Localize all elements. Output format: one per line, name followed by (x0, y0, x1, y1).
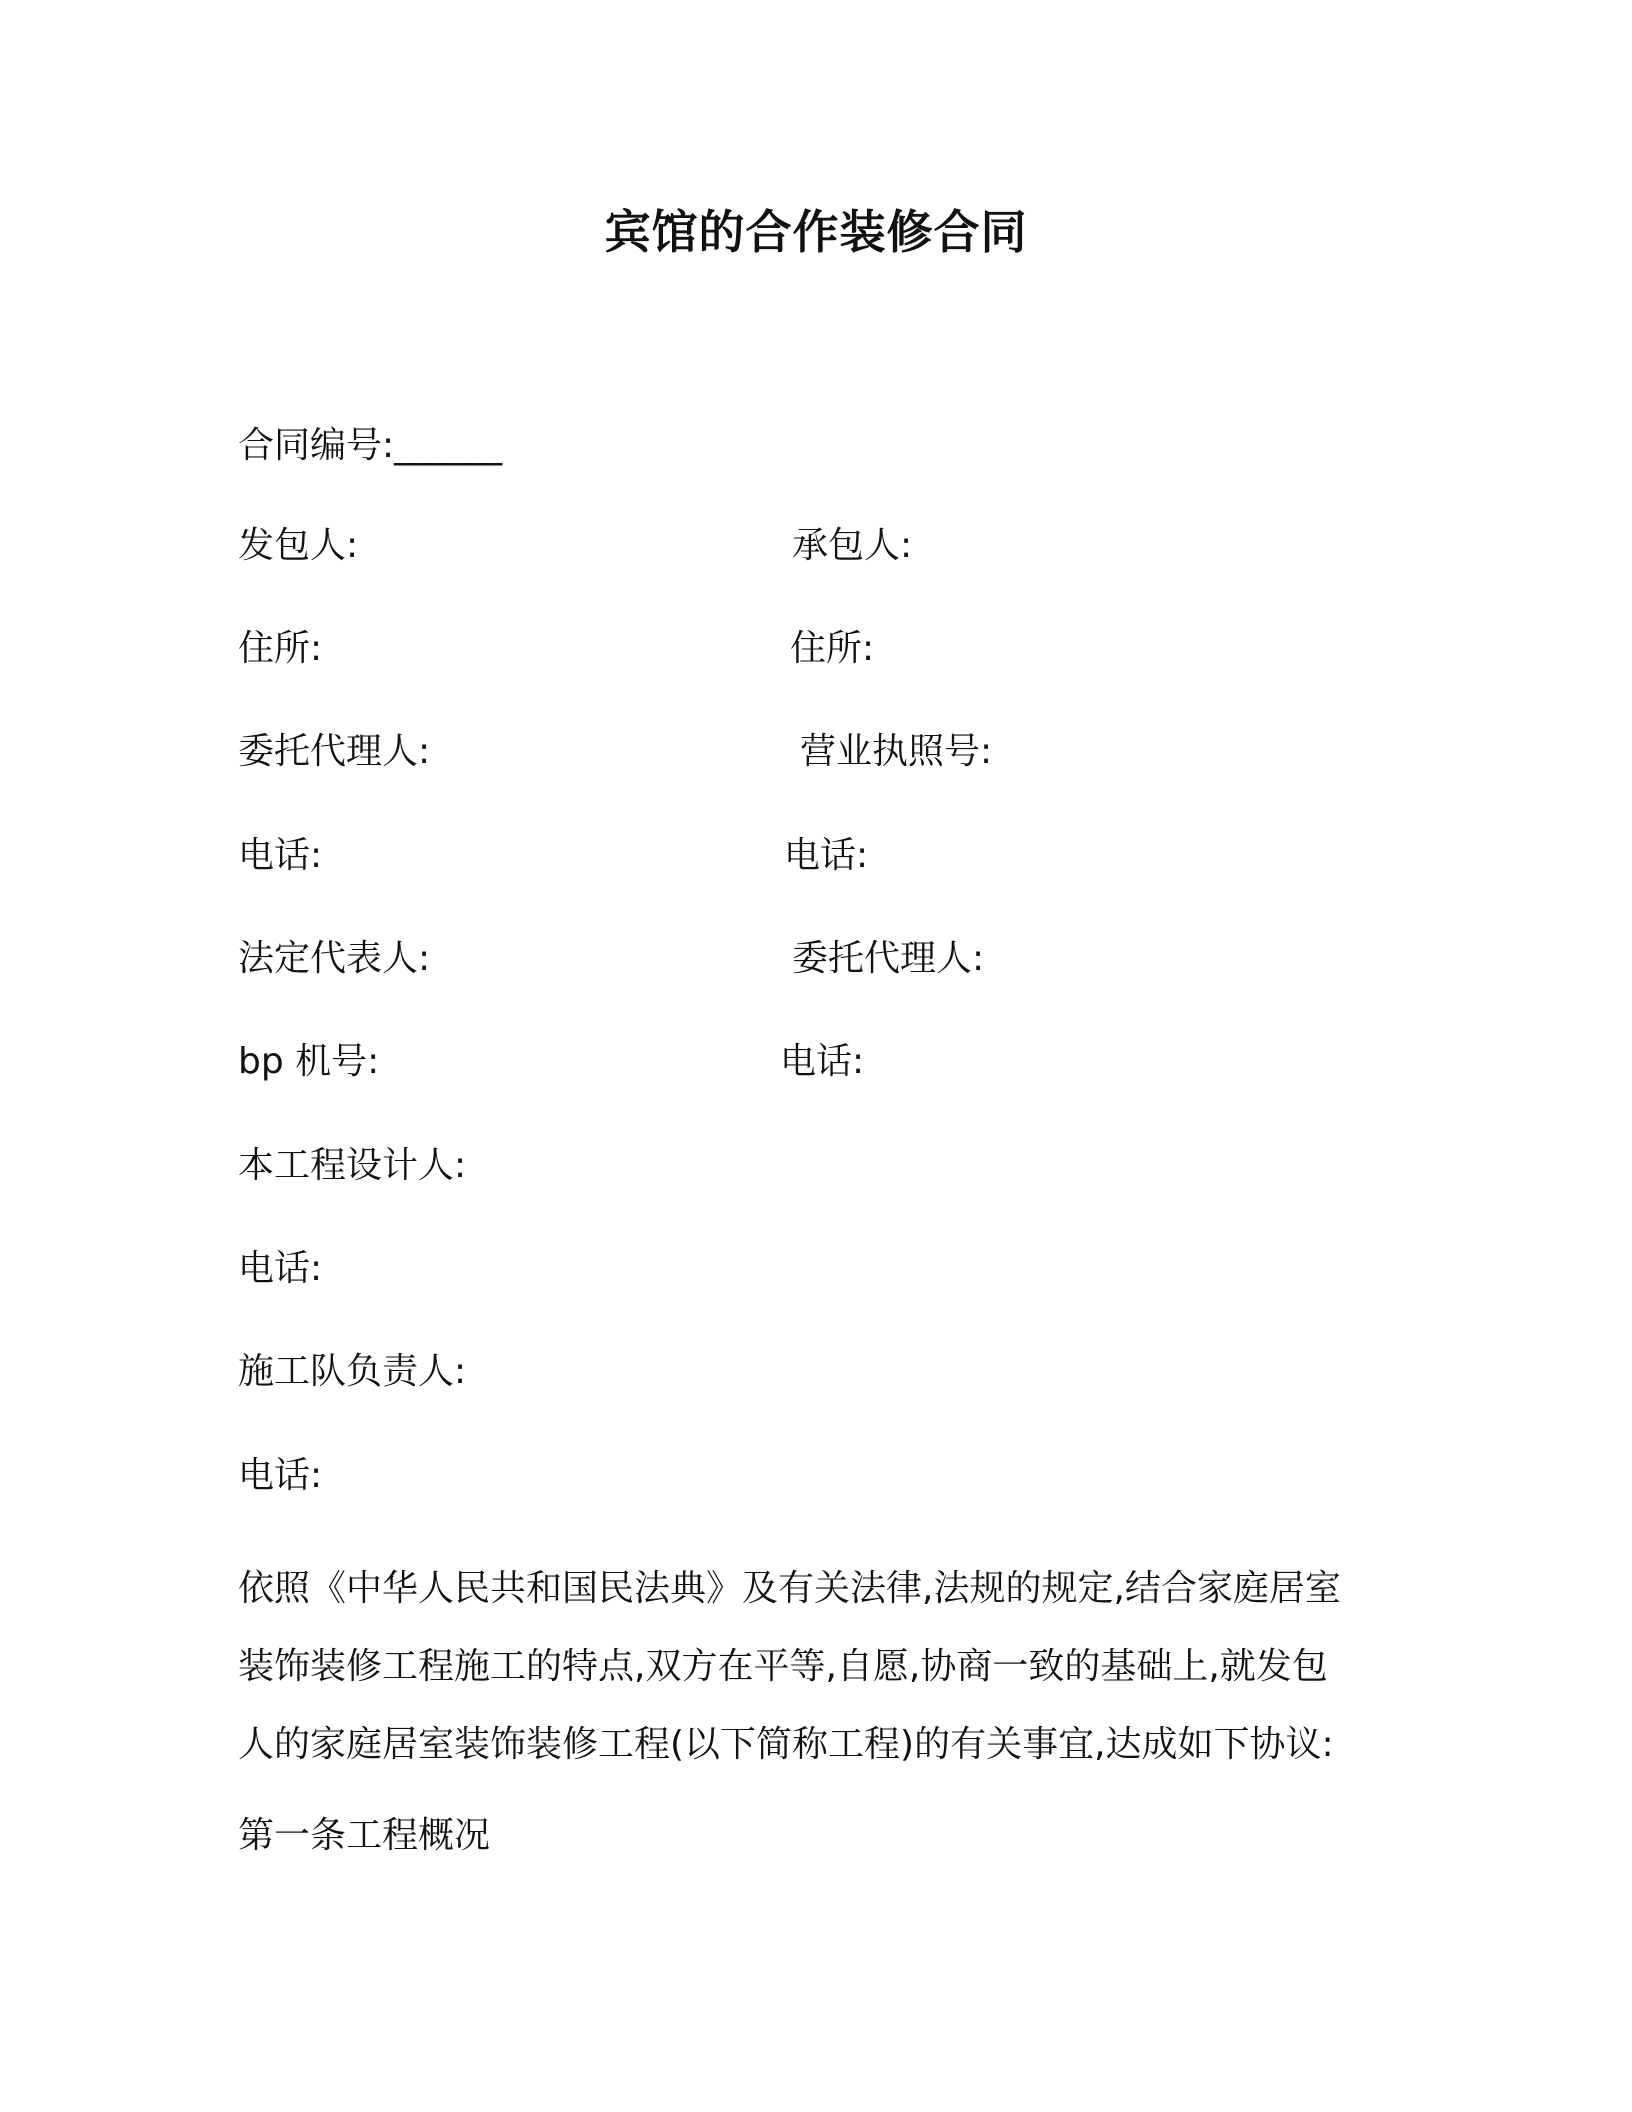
party-right-contractor: 承包人: (792, 525, 913, 566)
team-leader-line: 施工队负责人: (238, 1351, 467, 1392)
designer-line: 本工程设计人: (238, 1145, 467, 1186)
party-left-legal-rep: 法定代表人: (238, 938, 431, 979)
party-right-phone-2: 电话: (780, 1041, 865, 1082)
contract-number: 合同编号:______ (238, 425, 503, 466)
document-title: 宾馆的合作装修合同 (604, 205, 1028, 259)
party-right-agent: 委托代理人: (792, 938, 985, 979)
party-left-phone: 电话: (238, 835, 323, 876)
intro-line: 人的家庭居室装饰装修工程(以下简称工程)的有关事宜,达成如下协议: (238, 1724, 1334, 1765)
party-left-bp: bp 机号: (238, 1041, 380, 1082)
party-left-agent: 委托代理人: (238, 731, 431, 772)
intro-paragraph (238, 1550, 1398, 1784)
party-right-license: 营业执照号: (800, 731, 993, 772)
team-leader-phone-line: 电话: (238, 1455, 323, 1496)
party-left-employer: 发包人: (238, 525, 359, 566)
designer-phone-line: 电话: (238, 1248, 323, 1289)
intro-line: 依照《中华人民共和国民法典》及有关法律,法规的规定,结合家庭居室 (238, 1568, 1341, 1609)
section-heading: 第一条工程概况 (238, 1815, 491, 1856)
party-right-phone: 电话: (784, 835, 869, 876)
party-left-address: 住所: (238, 628, 323, 669)
intro-line: 装饰装修工程施工的特点,双方在平等,自愿,协商一致的基础上,就发包 (238, 1646, 1328, 1687)
party-right-address: 住所: (790, 628, 875, 669)
